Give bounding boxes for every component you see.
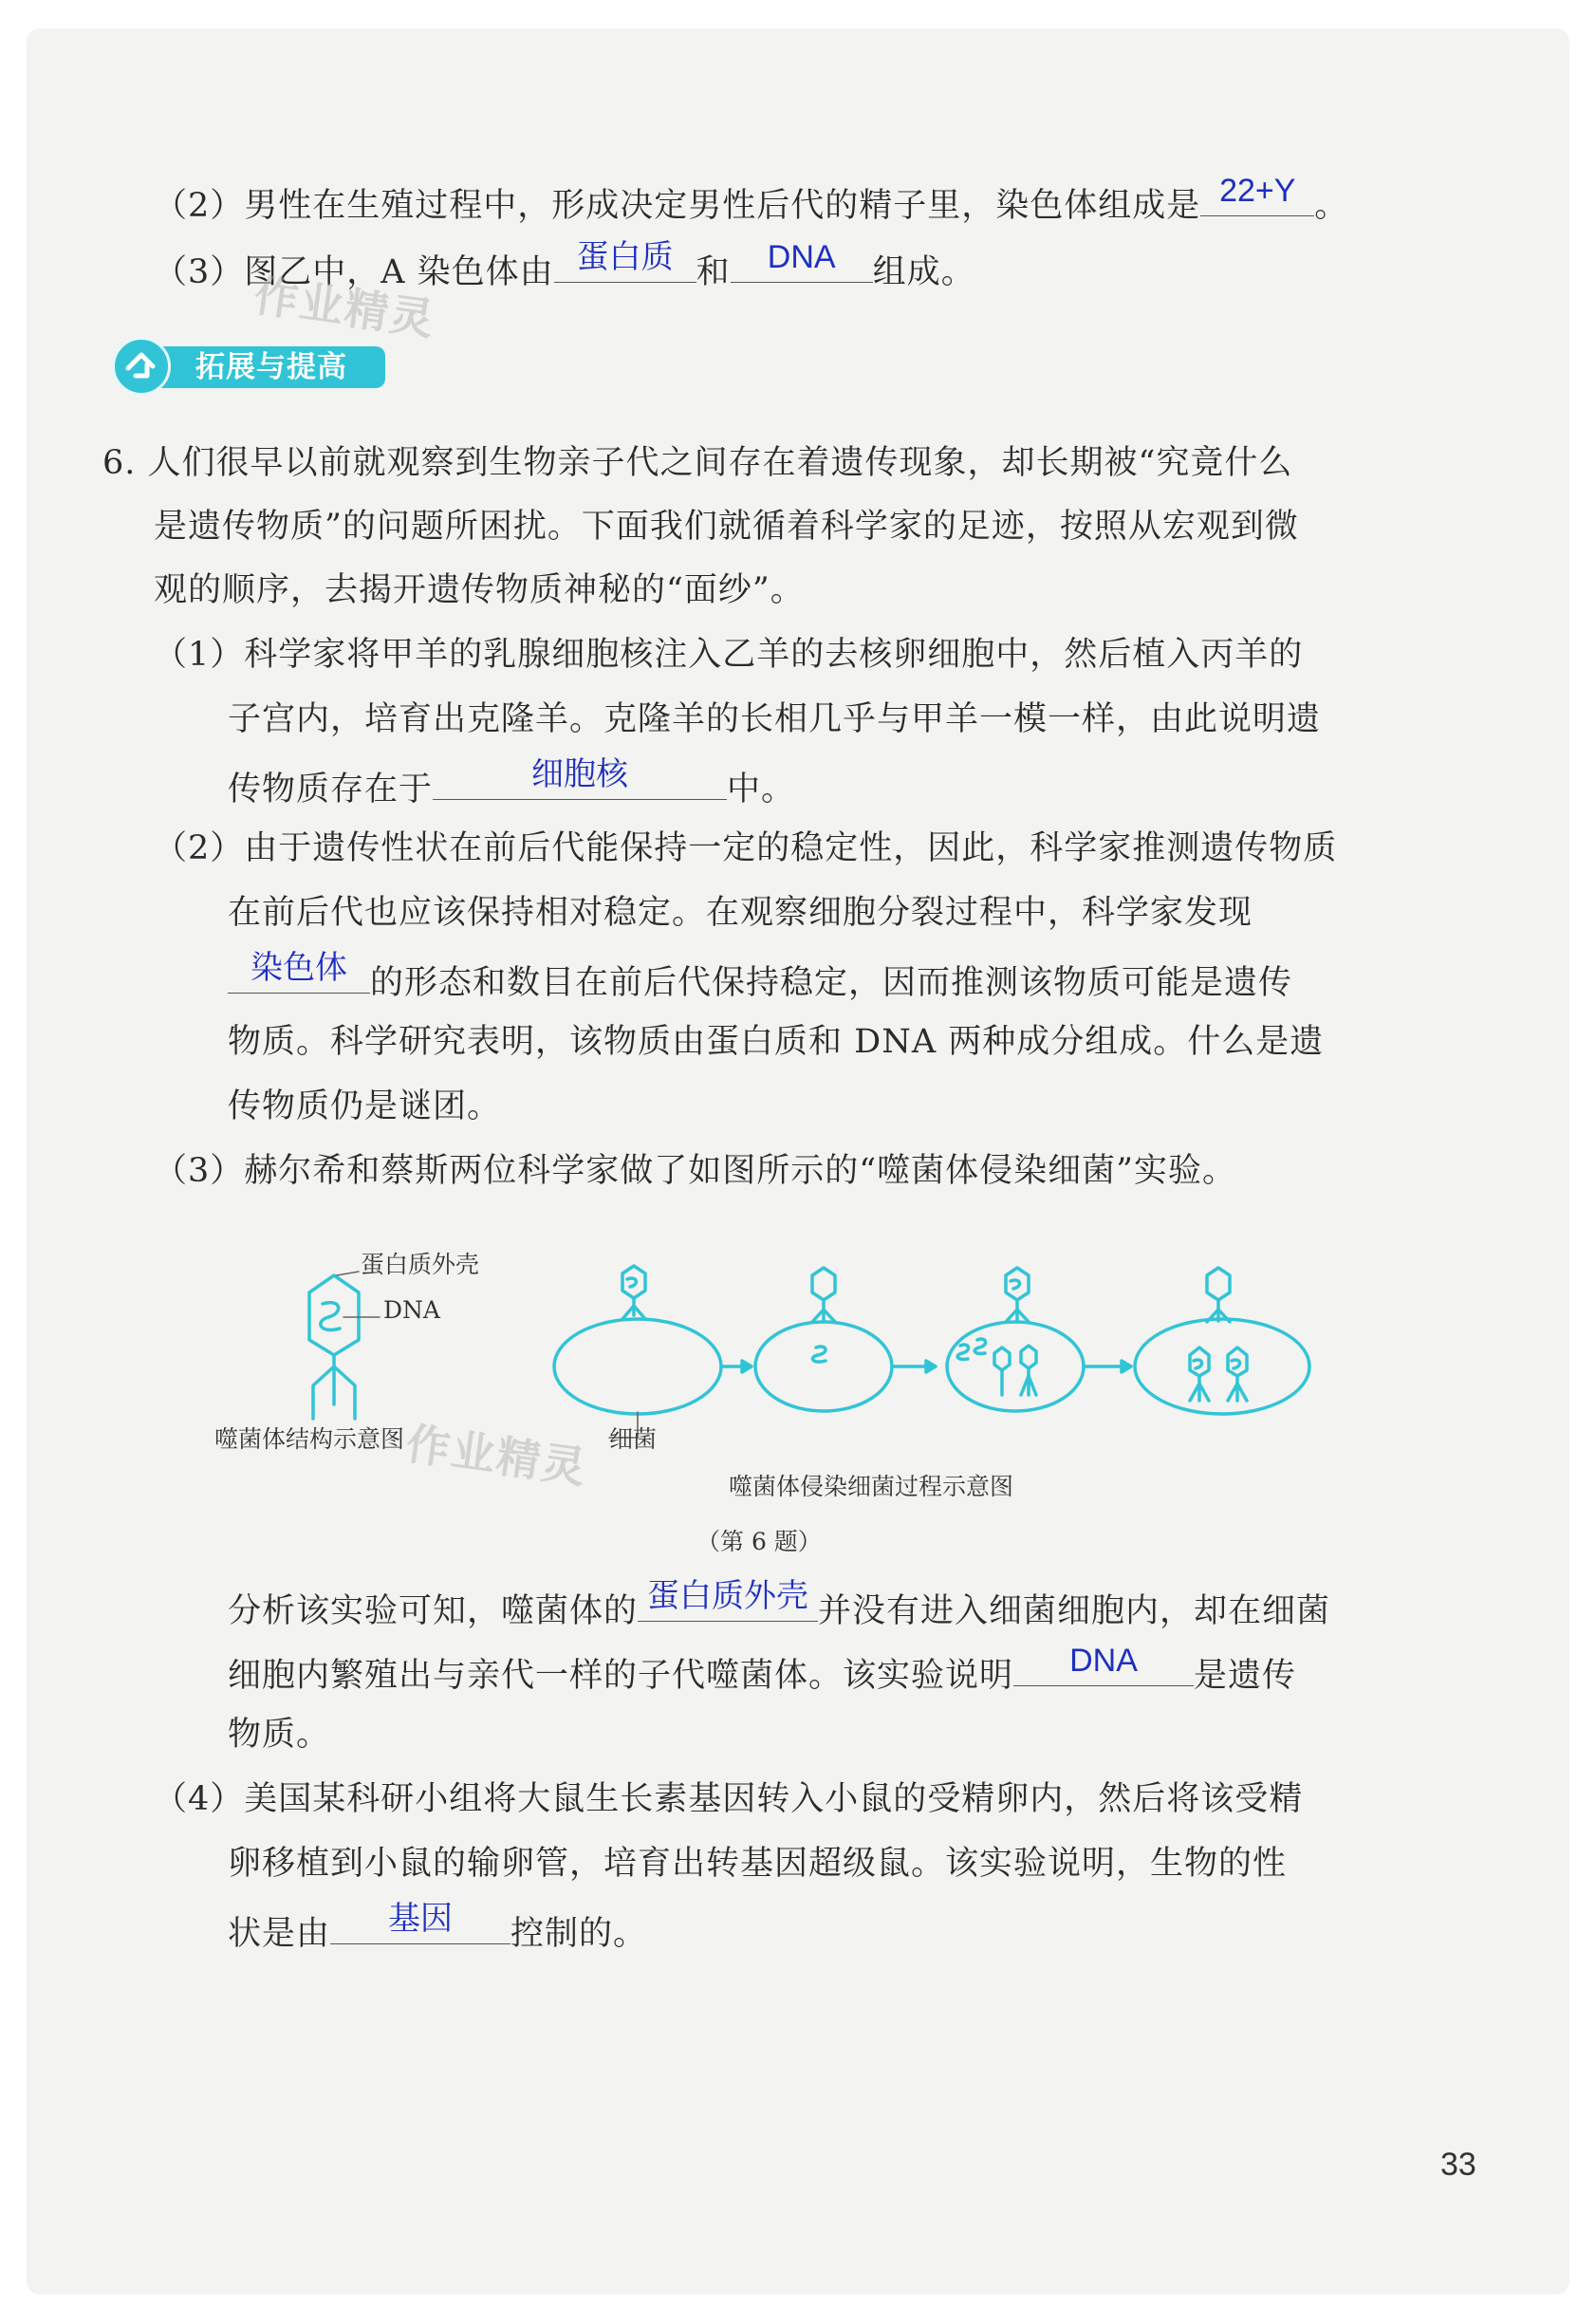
section-badge: [112, 337, 387, 396]
q6-part2-line-4: 物质。科学研究表明，该物质由蛋白质和 DNA 两种成分组成。什么是遗: [228, 1023, 1325, 1061]
q6-part2-blank[interactable]: [228, 951, 370, 994]
q6-part1-blank[interactable]: [433, 757, 727, 800]
q6-part1-line-2: 子宫内，培育出克隆羊。克隆羊的长相几乎与甲羊一模一样，由此说明遗: [228, 700, 1322, 738]
q6-part4-text: 状是由: [228, 1915, 331, 1953]
q6-stem-line-3: 观的顺序，去揭开遗传物质神秘的“面纱”。: [154, 571, 805, 609]
q6-part2-line-2: 在前后代也应该保持相对稳定。在观察细胞分裂过程中，科学家发现: [228, 894, 1253, 932]
q5-part3-answer2: DNA: [767, 239, 836, 275]
q6-part3-analysis-1: [228, 1579, 1330, 1638]
q5-part3-blank1[interactable]: [554, 240, 696, 283]
q6-part2-line-5: 传物质仍是谜团。: [228, 1087, 502, 1125]
q6-part1-line-1: （1）科学家将甲羊的乳腺细胞核注入乙羊的去核卵细胞中，然后植入丙羊的: [154, 636, 1304, 674]
q6-part2-text: 的形态和数目在前后代保持稳定，因而推测该物质可能是遗传: [370, 964, 1293, 1002]
q6-part1-answer: 细胞核: [531, 756, 629, 792]
q5-part2-end: 。: [1314, 187, 1349, 225]
section-badge-label: 拓展与提高: [195, 350, 347, 384]
q5-part3-end: 组成。: [872, 253, 975, 291]
bacterium-stage-1: [554, 1266, 721, 1414]
q5-part3-text: （3）图乙中，A 染色体由: [154, 253, 554, 291]
label-protein-shell: 蛋白质外壳: [361, 1251, 480, 1278]
watermark-top: 作业精灵: [251, 269, 439, 346]
q6-part2-line-3: [228, 951, 1292, 1010]
label-phage-structure: 噬菌体结构示意图: [214, 1425, 405, 1453]
q5-part2: [154, 174, 1348, 232]
q5-part2-blank[interactable]: [1200, 174, 1314, 216]
q6-part4-line-3: [228, 1902, 647, 1961]
q5-part3-mid: 和: [696, 253, 731, 291]
q6-part1-text: 传物质存在于: [228, 771, 434, 808]
q6-part3-line-1: （3）赫尔希和蔡斯两位科学家做了如图所示的“噬菌体侵染细菌”实验。: [154, 1152, 1237, 1190]
q6-part2-line-1: （2）由于遗传性状在前后代能保持一定的稳定性，因此，科学家推测遗传物质: [154, 829, 1338, 867]
q5-part3-answer1: 蛋白质: [576, 239, 674, 275]
q6-part4-answer: 基因: [388, 1901, 454, 1937]
bacterium-stage-3: [947, 1268, 1084, 1411]
label-dna: DNA: [383, 1296, 440, 1324]
label-bacteria: 细菌: [609, 1425, 658, 1453]
q6-part4-end: 控制的。: [510, 1915, 648, 1953]
bacterium-stage-4: [1135, 1268, 1309, 1414]
q6-part3-blank-1[interactable]: [638, 1579, 818, 1622]
q6-part1-line-3: [228, 757, 795, 816]
q6-stem-line-1: 6. 人们很早以前就观察到生物亲子代之间存在着遗传现象，却长期被“究竟什么: [102, 444, 1293, 482]
q6-stem-line-2: 是遗传物质”的问题所困扰。下面我们就循着科学家的足迹，按照从宏观到微: [154, 508, 1299, 546]
q6-part3-analysis-text-1: 分析该实验可知，噬菌体的: [228, 1592, 639, 1630]
q6-part3-analysis-text-4: 是遗传: [1194, 1657, 1297, 1695]
phage-structure-diagram: [309, 1275, 359, 1419]
q5-part2-answer: 22+Y: [1219, 173, 1296, 209]
q6-part4-line-2: 卵移植到小鼠的输卵管，培育出转基因超级鼠。该实验说明，生物的性: [228, 1845, 1288, 1883]
q6-part4-line-1: （4）美国某科研小组将大鼠生长素基因转入小鼠的受精卵内，然后将该受精: [154, 1780, 1304, 1818]
q6-part3-answer-2: DNA: [1069, 1643, 1138, 1679]
q6-part3-analysis-text-2: 并没有进入细菌细胞内，却在细菌: [818, 1592, 1331, 1630]
q6-part3-analysis-text-3: 细胞内繁殖出与亲代一样的子代噬菌体。该实验说明: [228, 1657, 1014, 1695]
expand-icon: [112, 337, 171, 396]
q6-part2-answer: 染色体: [251, 950, 347, 986]
q6-part3-answer-1: 蛋白质外壳: [647, 1578, 809, 1614]
watermark-figure: 作业精灵: [402, 1417, 591, 1495]
q6-part3-analysis-3: 物质。: [228, 1716, 331, 1754]
q6-part1-end: 中。: [727, 771, 796, 808]
page-number: 33: [1440, 2146, 1476, 2183]
q6-part4-blank[interactable]: [330, 1902, 510, 1944]
q5-part3-blank2[interactable]: [731, 240, 873, 283]
q6-part3-blank-2[interactable]: [1013, 1644, 1194, 1686]
q6-part3-analysis-2: [228, 1644, 1296, 1702]
figure-caption: （第 6 题）: [696, 1528, 822, 1555]
q5-part2-text: （2）男性在生殖过程中，形成决定男性后代的精子里，染色体组成是: [154, 187, 1201, 225]
label-infection-process: 噬菌体侵染细菌过程示意图: [729, 1473, 1014, 1500]
bacterium-stage-2: [755, 1268, 892, 1411]
